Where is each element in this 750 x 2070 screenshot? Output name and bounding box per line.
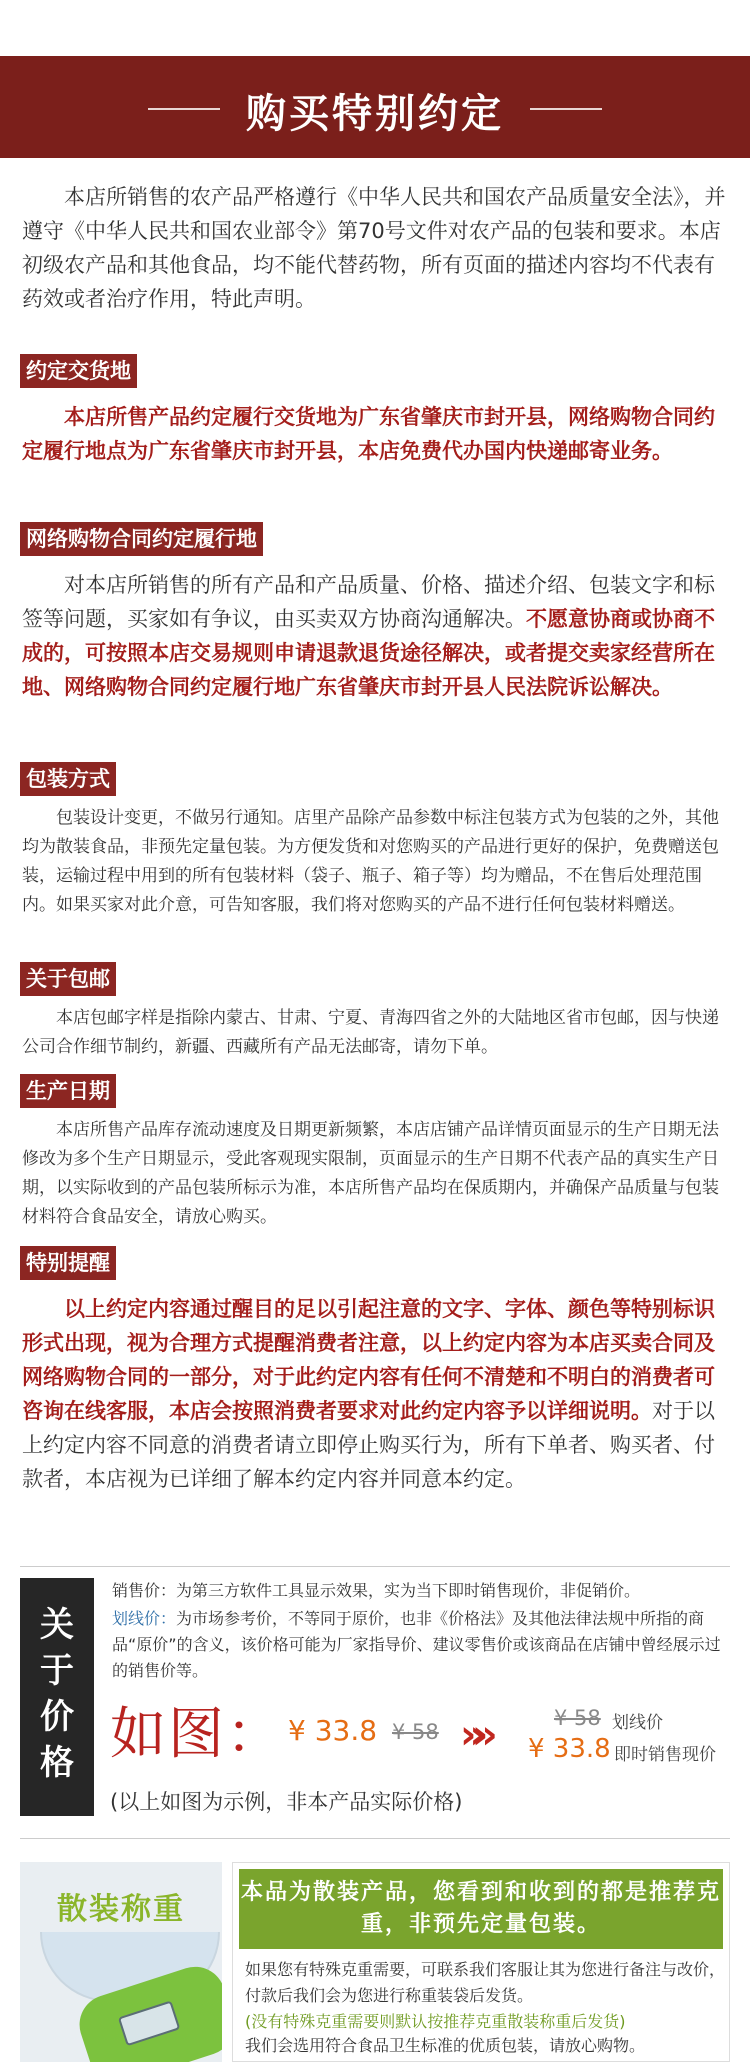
right-old-price: ¥ 58 <box>554 1706 601 1730</box>
weighing-scale-image <box>20 1862 222 2062</box>
sale-price-text: 为第三方软件工具显示效果，实为当下即时销售现价，非促销价。 <box>176 1581 641 1600</box>
date-paragraph: 本店所售产品库存流动速度及日期更新频繁，本店店铺产品详情页面显示的生产日期无法修改为多个生产日期显示，受此客观现实限制，页面显示的生产日期不代表产品的真实生产日期，以实际收到的产品包装所标示为准，本店所售产品均在保质期内，并确保产品质量与包装材料符合食品安全，请放心购买。 <box>22 1120 719 1227</box>
packaging-paragraph: 包装设计变更，不做另行通知。店里产品除产品参数中标注包装方式为包装的之外，其他均为散装食品，非预先定量包装。为方便发货和对您购买的产品进行更好的保护，免费赠送包装，运输过程中用到的所有包装材料（袋子、瓶子、箱子等）均为赠品，不在售后处理范围内。如果买家对此介意，可告知客服，我们将对您购买的产品不进行任何包装材料赠送。 <box>22 808 719 915</box>
weigh-line-1: 如果您有特殊克重需要，可联系我们客服让其为您进行备注与改价，付款后我们会为您进行称重装袋后发货。 <box>245 1960 726 2005</box>
intro-paragraph: 本店所销售的农产品严格遵行《中华人民共和国农产品质量安全法》，并遵守《中华人民共和国农业部令》第70号文件对农产品的包装和要求。本店初级农产品和其他食品，均不能代替药物，所有页面的描述内容均不代表有药效或者治疗作用，特此声明。 <box>22 185 726 311</box>
sale-price-note <box>112 1578 732 1604</box>
reminder-paragraph <box>22 1292 728 1496</box>
contract-paragraph <box>22 568 728 704</box>
strike-price-tag: 划线价： <box>112 1609 177 1628</box>
right-current-price: ¥ 33.8 <box>528 1734 611 1764</box>
price-box-char-4: 格 <box>40 1743 74 1783</box>
section-label-date: 生产日期 <box>20 1074 116 1108</box>
sale-price-tag: 销售价： <box>112 1581 177 1600</box>
contract-text-red: 不愿意协商或协商不成的，可按照本店交易规则申请退款退货途径解决，或者提交卖家经营所在地、网络购物合同约定履行地广东省肇庆市封开县人民法院诉讼解决。 <box>22 607 715 699</box>
section-label-shipping: 关于包邮 <box>20 962 116 996</box>
weigh-line-3: 我们会选用符合食品卫生标准的优质包装，请放心购物。 <box>245 2036 646 2055</box>
delivery-paragraph: 本店所售产品约定履行交货地为广东省肇庆市封开县，网络购物合同约定履行地点为广东省肇庆市封开县，本店免费代办国内快递邮寄业务。 <box>22 405 715 463</box>
weigh-line-2: (没有特殊克重需要则默认按推荐克重散装称重后发货) <box>245 2012 626 2031</box>
section-label-delivery: 约定交货地 <box>20 354 137 388</box>
price-label-box <box>20 1578 94 1816</box>
example-old-price: ¥ 58 <box>392 1720 439 1744</box>
contract-text-normal: 对本店所销售的所有产品和产品质量、价格、描述介绍、包装文字和标签等问题，买家如有争议，由买卖双方协商沟通解决。 <box>22 573 715 631</box>
divider-top-price <box>20 1566 730 1567</box>
section-label-packaging: 包装方式 <box>20 762 116 796</box>
reminder-text-red: 以上约定内容通过醒目的足以引起注意的文字、字体、颜色等特别标识形式出现，视为合理方式提醒消费者注意，以上约定内容为本店买卖合同及网络购物合同的一部分，对于此约定内容有任何不清楚和不明白的消费者可咨询在线客服，本店会按照消费者要求对此约定内容予以详细说明。 <box>22 1297 715 1423</box>
title-banner <box>0 56 750 158</box>
example-current-price: ¥ 33.8 <box>288 1714 378 1747</box>
section-label-reminder: 特别提醒 <box>20 1246 116 1280</box>
price-box-char-2: 于 <box>40 1651 74 1691</box>
strike-price-text: 为市场参考价，不等同于原价，也非《价格法》及其他法律法规中所指的商品“原价”的含义，该价格可能为厂家指导价、建议零售价或该商品在店铺中曾经展示过的销售价等。 <box>112 1609 721 1680</box>
weigh-info-panel <box>232 1862 730 2062</box>
right-old-price-label: 划线价 <box>612 1713 663 1733</box>
banner-line-right <box>530 108 602 110</box>
shipping-paragraph: 本店包邮字样是指除内蒙古、甘肃、宁夏、青海四省之外的大陆地区省市包邮，因与快递公司合作细节制约，新疆、西藏所有产品无法邮寄，请勿下单。 <box>22 1008 719 1057</box>
strike-price-note <box>112 1606 732 1684</box>
weigh-image-title: 散装称重 <box>57 1892 185 1927</box>
weigh-headline: 本品为散装产品，您看到和收到的都是推荐克重，非预先定量包装。 <box>239 1869 723 1949</box>
price-box-char-1: 关 <box>40 1605 74 1645</box>
double-arrow-icon: »» <box>460 1712 484 1758</box>
reminder-text-normal: 对于以上约定内容不同意的消费者请立即停止购买行为，所有下单者、购买者、付款者，本店视为已详细了解本约定内容并同意本约定。 <box>22 1399 715 1491</box>
example-note: (以上如图为示例，非本产品实际价格) <box>110 1790 463 1814</box>
right-current-price-label: 即时销售现价 <box>614 1745 716 1765</box>
example-title: 如图： <box>110 1702 284 1767</box>
page-title: 购买特别约定 <box>246 91 504 137</box>
scale-display-icon <box>118 2000 181 2046</box>
divider-bottom-price <box>20 1838 730 1839</box>
section-label-contract: 网络购物合同约定履行地 <box>20 522 263 556</box>
price-box-char-3: 价 <box>40 1697 74 1737</box>
